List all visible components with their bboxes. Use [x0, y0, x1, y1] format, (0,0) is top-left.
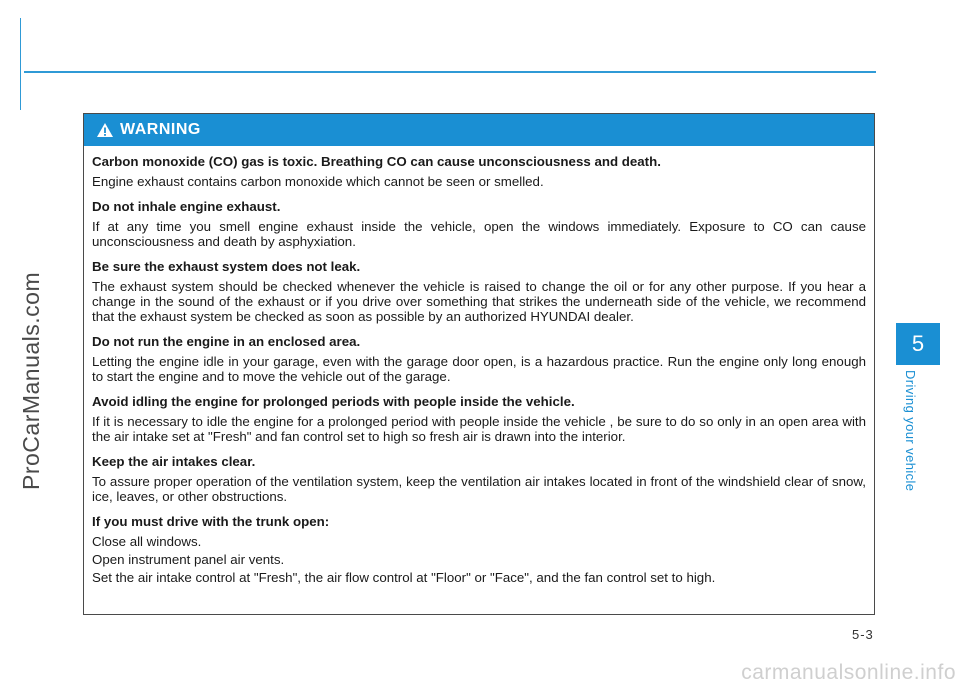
- warning-section: [92, 154, 866, 189]
- warning-section: [92, 394, 866, 444]
- warning-triangle-icon: [96, 122, 114, 138]
- section-heading: If you must drive with the trunk open:: [92, 514, 330, 529]
- section-paragraph: Open instrument panel air vents.: [92, 552, 285, 567]
- warning-section: [92, 199, 866, 249]
- section-heading: Be sure the exhaust system does not leak.: [92, 259, 361, 274]
- watermark-carmanualsonline: carmanualsonline.info: [741, 661, 956, 684]
- section-paragraph: Engine exhaust contains carbon monoxide which cannot be seen or smelled.: [92, 174, 544, 189]
- section-heading: Avoid idling the engine for prolonged periods with people inside the vehicle.: [92, 394, 575, 409]
- section-paragraph: If it is necessary to idle the engine for a prolonged period with people inside the vehicle , be sure to do so only in an open area with the air intake set at "Fresh" and fan control set to high so fresh air is drawn into the interior.: [92, 414, 866, 444]
- warning-section: [92, 259, 866, 324]
- section-heading: Carbon monoxide (CO) gas is toxic. Breathing CO can cause unconsciousness and death.: [92, 154, 661, 169]
- left-margin-rule: [20, 18, 21, 110]
- section-paragraph: Set the air intake control at "Fresh", the air flow control at "Floor" or "Face", and the fan control set to high.: [92, 570, 716, 585]
- warning-header: [84, 114, 874, 146]
- section-paragraph: The exhaust system should be checked whenever the vehicle is raised to change the oil or for any other purpose. If you hear a change in the sound of the exhaust or if you drive over something that strikes the underneath side of the vehicle, we recommend that the exhaust system be checked as soon as possible by an authorized HYUNDAI dealer.: [92, 279, 866, 324]
- chapter-number-tab: 5: [896, 323, 940, 365]
- watermark-procarmanuals: ProCarManuals.com: [18, 271, 44, 490]
- section-heading: Keep the air intakes clear.: [92, 454, 256, 469]
- warning-section: [92, 334, 866, 384]
- page-number: 5-3: [852, 627, 874, 642]
- section-paragraph: Close all windows.: [92, 534, 202, 549]
- warning-section: [92, 454, 866, 504]
- warning-title: WARNING: [120, 121, 201, 138]
- section-paragraph: If at any time you smell engine exhaust inside the vehicle, open the windows immediately. Exposure to CO can cause unconsciousness and death by asphyxiation.: [92, 219, 866, 249]
- section-heading: Do not run the engine in an enclosed area.: [92, 334, 361, 349]
- section-heading: Do not inhale engine exhaust.: [92, 199, 281, 214]
- warning-box: [83, 113, 875, 615]
- header-rule: [24, 71, 876, 73]
- section-paragraph: To assure proper operation of the ventilation system, keep the ventilation air intakes located in front of the windshield clear of snow, ice, leaves, or other obstructions.: [92, 474, 866, 504]
- section-paragraph: Letting the engine idle in your garage, even with the garage door open, is a hazardous practice. Run the engine only long enough to start the engine and to move the vehicle out of the garage.: [92, 354, 866, 384]
- warning-body: [84, 146, 874, 585]
- warning-section: [92, 514, 866, 585]
- chapter-title-vertical: Driving your vehicle: [903, 370, 918, 492]
